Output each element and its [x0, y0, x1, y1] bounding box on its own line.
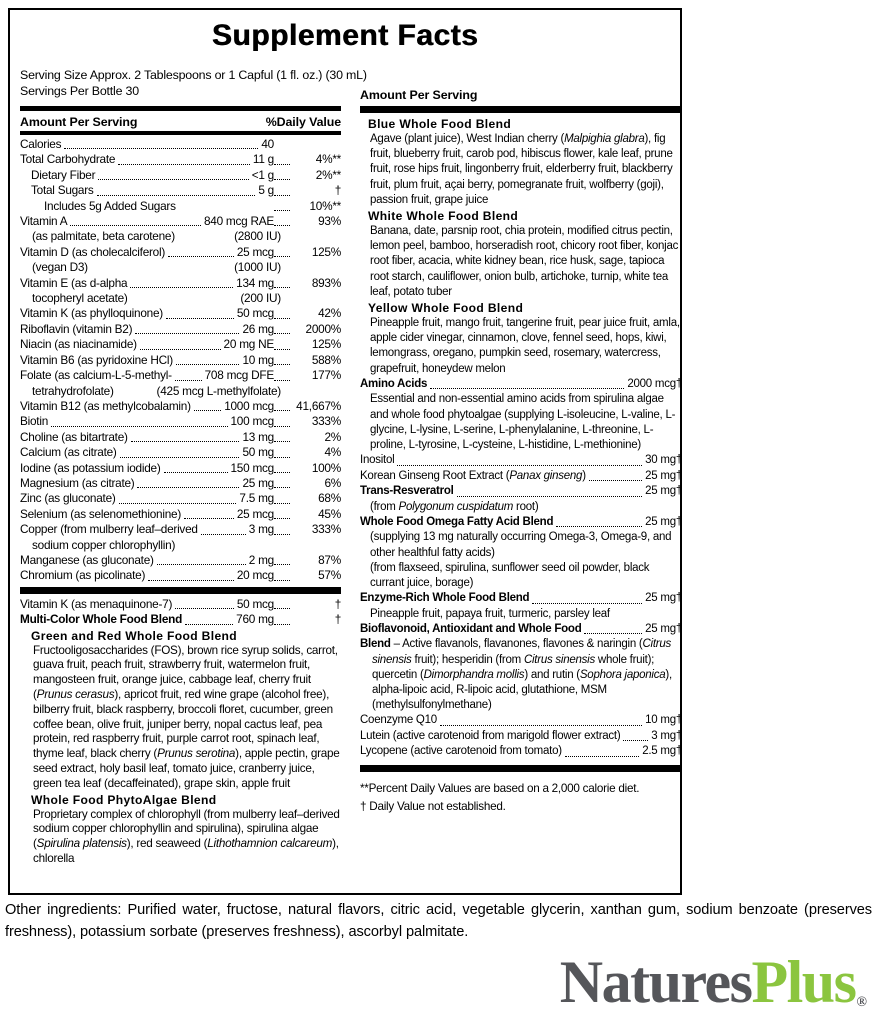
nutrient-daily-value: 125%	[311, 244, 341, 259]
nutrient-daily-value: 333%	[311, 522, 341, 537]
nutrient-row	[20, 137, 341, 152]
nutrient-amount: 50 mcg	[236, 596, 274, 611]
nutrient-row	[360, 453, 682, 469]
leader-dots	[118, 164, 250, 165]
nutrient-name: Dietary Fiber	[31, 167, 96, 182]
left-column	[20, 106, 341, 867]
leader-dots	[397, 465, 642, 466]
nutrient-amount: 25 mg†	[645, 469, 682, 482]
leader-dots	[201, 534, 246, 535]
blend-ingredients: Pineapple fruit, mango fruit, tangerine fruit, pear juice fruit, amla, apple cider vinegar, cinnamon, clove, fennel seed, hops, kiwi, lemongrass, oregano, pumpkin seed, rosemary, watercress, grapefruit, honeydew melon	[370, 317, 680, 375]
brand-logo	[560, 950, 867, 1031]
nutrient-daily-value: 42%	[318, 306, 341, 321]
leader-dots	[556, 526, 642, 527]
nutrient-row	[20, 476, 341, 491]
leader-dots	[274, 225, 290, 226]
leader-dots	[274, 441, 290, 442]
nutrient-row	[20, 337, 341, 352]
nutrient-name: Vitamin B12 (as methylcobalamin)	[20, 398, 191, 413]
nutrient-name: Chromium (as picolinate)	[20, 568, 146, 583]
nutrient-daily-value: 93%	[318, 214, 341, 229]
nutrient-row	[20, 414, 341, 429]
nutrient-name: Selenium (as selenomethionine)	[20, 506, 182, 521]
leader-dots	[584, 633, 642, 634]
leader-dots	[185, 624, 233, 625]
footnote-dagger: † Daily Value not established.	[360, 799, 506, 813]
nutrient-daily-value: 333%	[311, 414, 341, 429]
leader-dots	[274, 624, 290, 625]
leader-dots	[168, 256, 234, 257]
nutrient-row	[360, 622, 682, 638]
nutrient-row	[360, 469, 682, 485]
nutrient-amount: 25 mcg	[236, 244, 274, 259]
nutrient-amount: 20 mg NE	[223, 337, 274, 352]
nutrient-daily-value: 41,667%	[296, 398, 341, 413]
nutrient-daily-value: †	[334, 183, 341, 198]
leader-dots	[166, 318, 234, 319]
nutrient-daily-value: 87%	[318, 552, 341, 567]
leader-dots	[274, 534, 290, 535]
daily-value-label: %Daily Value	[265, 115, 341, 129]
blend-header: Blue Whole Food Blend	[368, 117, 512, 131]
nutrient-row	[20, 353, 341, 368]
nutrient-name: Lycopene (active carotenoid from tomato)	[360, 745, 562, 758]
nutrient-name: Whole Food Omega Fatty Acid Blend	[360, 515, 554, 528]
nutrient-name: Total Sugars	[31, 183, 94, 198]
nutrient-amount: 150 mcg	[230, 460, 274, 475]
nutrient-row	[20, 168, 341, 183]
leader-dots	[274, 210, 290, 211]
nutrient-daily-value: 4%	[324, 445, 341, 460]
nutrient-daily-value: 57%	[318, 568, 341, 583]
nutrient-name: Calories	[20, 137, 62, 151]
logo-natures-text: Natures	[559, 949, 752, 1015]
nutrient-amount: 11 g	[252, 152, 274, 167]
nutrient-amount: 25 mg†	[645, 485, 682, 498]
blend-ingredients: (from flaxseed, spirulina, sunflower seed oil powder, black currant juice, borage)	[370, 561, 650, 589]
nutrient-amount: 10 mg†	[645, 714, 682, 727]
nutrient-daily-value: 125%	[311, 337, 341, 352]
nutrient-name: Vitamin D (as cholecalciferol)	[20, 244, 166, 259]
separator-bar	[360, 106, 682, 113]
nutrient-amount: 3 mg	[248, 522, 274, 537]
leader-dots	[175, 608, 234, 609]
nutrient-row	[20, 507, 341, 522]
nutrient-name: Total Carbohydrate	[20, 152, 116, 167]
nutrient-amount: 25 mg†	[645, 515, 682, 528]
nutrient-row	[20, 276, 341, 291]
nutrient-amount: 100 mcg	[230, 414, 274, 429]
blend-ingredients: Agave (plant juice), West Indian cherry (Malpighia glabra), fig fruit, blueberry fruit, carob pod, hibiscus flower, kale leaf, prune fruit, rose hips fruit, lingonberry fruit, elderberry fruit, blackberry fruit, plum fruit, açai berry, pomegranate fruit, wolfberry (goji), passion fruit, grape juice	[370, 133, 673, 206]
other-ingredients-text: Other ingredients: Purified water, fructose, natural flavors, citric acid, vegetable glycerin, xanthan gum, sodium benzoate (preserves freshness), potassium sorbate (preserves freshness), ascorbyl palmitate.	[5, 902, 872, 940]
leader-dots	[457, 496, 643, 497]
nutrient-subline	[20, 291, 341, 306]
blend-continuation: Blend – Active flavanols, flavanones, flavones & naringin (Citrus sinensis fruit); hesperidin (from Citrus sinensis whole fruit); quercetin (Dimorphandra mollis) and rutin (Sophora japonica), alpha-lipoic acid, R-lipoic acid, glutathione, MSM (methylsulfonylmethane)	[360, 638, 672, 712]
leader-dots	[137, 487, 239, 488]
leader-dots	[274, 564, 290, 565]
nutrient-amount: 30 mg†	[645, 454, 682, 467]
nutrient-row	[360, 591, 682, 607]
nutrient-amount: 50 mg	[242, 445, 274, 460]
blend-ingredients: (supplying 13 mg naturally occurring Omega-3, Omega-9, and other healthful fatty acids)	[370, 531, 672, 559]
nutrient-row	[20, 199, 341, 214]
nutrient-row	[20, 597, 341, 612]
blend-ingredients: (from Polygonum cuspidatum root)	[370, 500, 539, 513]
nutrient-row	[20, 553, 341, 568]
right-column-header: Amount Per Serving	[360, 88, 478, 102]
nutrient-row	[20, 522, 341, 537]
nutrient-amount: 40	[261, 137, 274, 151]
nutrient-amount: 7.5 mg	[239, 491, 274, 506]
leader-dots	[70, 225, 201, 226]
leader-dots	[274, 195, 290, 196]
leader-dots	[532, 603, 642, 604]
leader-dots	[274, 333, 290, 334]
nutrient-name: Vitamin B6 (as pyridoxine HCl)	[20, 352, 173, 367]
blend-ingredients: Banana, date, parsnip root, chia protein, modified citrus pectin, lemon peel, bamboo, horseradish root, chicory root fiber, konjac root fiber, acacia, white kidney bean, rice husk, sage, tapioca root starch, cauliflower, onion bulb, artichoke, turnip, white tea leaf, potato tuber	[370, 225, 679, 298]
leader-dots	[131, 441, 240, 442]
nutrient-name: Lutein (active carotenoid from marigold flower extract)	[360, 729, 621, 742]
nutrient-name: Vitamin E (as d-alpha	[20, 275, 128, 290]
nutrient-name: Iodine (as potassium iodide)	[20, 460, 161, 475]
nutrient-name: Copper (from mulberry leaf–derived	[20, 522, 198, 537]
nutrient-name: Multi-Color Whole Food Blend	[20, 612, 183, 627]
leader-dots	[157, 564, 246, 565]
nutrient-amount: 50 mcg	[236, 306, 274, 321]
nutrient-amount: 13 mg	[242, 429, 274, 444]
nutrient-row	[20, 399, 341, 414]
nutrient-amount: 20 mcg	[236, 568, 274, 583]
nutrient-name: Inositol	[360, 454, 395, 467]
nutrient-daily-value: 68%	[318, 491, 341, 506]
blend-ingredients: Pineapple fruit, papaya fruit, turmeric, parsley leaf	[370, 607, 610, 620]
nutrient-daily-value: 100%	[311, 460, 341, 475]
nutrient-subline	[20, 229, 341, 244]
nutrient-row	[360, 744, 682, 760]
blend-header: Yellow Whole Food Blend	[368, 301, 524, 316]
leader-dots	[140, 349, 221, 350]
nutrient-name: Calcium (as citrate)	[20, 445, 117, 460]
leader-dots	[274, 472, 290, 473]
nutrient-name: Niacin (as niacinamide)	[20, 337, 137, 352]
nutrient-amount: 1000 mcg	[224, 398, 274, 413]
nutrient-name: Folate (as calcium-L-5-methyl-	[20, 368, 172, 383]
leader-dots	[135, 333, 239, 334]
nutrient-daily-value: 893%	[311, 275, 341, 290]
leader-dots	[64, 148, 258, 149]
logo-plus-text: Plus	[751, 949, 856, 1015]
subline-right: (1000 IU)	[234, 260, 281, 275]
nutrient-name: Vitamin K (as phylloquinone)	[20, 306, 163, 321]
nutrient-name: Riboflavin (vitamin B2)	[20, 321, 133, 336]
subline-left: sodium copper chlorophyllin)	[32, 537, 176, 552]
nutrient-amount: 134 mg	[236, 275, 274, 290]
leader-dots	[274, 457, 290, 458]
leader-dots	[274, 179, 290, 180]
nutrient-daily-value: 10%**	[309, 198, 341, 213]
leader-dots	[164, 472, 228, 473]
nutrient-row	[20, 612, 341, 627]
nutrient-row	[20, 430, 341, 445]
leader-dots	[274, 364, 290, 365]
nutrient-row	[20, 214, 341, 229]
nutrient-name: Korean Ginseng Root Extract (Panax ginseng)	[360, 469, 586, 482]
leader-dots	[274, 518, 290, 519]
nutrient-daily-value: 6%	[324, 475, 341, 490]
right-nutrient-rows	[360, 116, 682, 760]
leader-dots	[119, 503, 237, 504]
blend-ingredients: Essential and non-essential amino acids from spirulina algae and whole food phytoalgae (supplying L-isoleucine, L-valine, L-glycine, L-lysine, L-serine, L-phenylalanine, L-threonine, L-proline, L-tyrosine, L-cysteine, L-histidine, L-methionine)	[370, 393, 676, 451]
nutrient-daily-value: †	[334, 612, 341, 627]
subline-left: tetrahydrofolate)	[32, 383, 114, 398]
nutrient-amount: 3 mg†	[651, 729, 682, 742]
separator-bar	[20, 131, 341, 135]
nutrient-amount: 25 mg†	[645, 592, 682, 605]
nutrient-amount: 840 mcg RAE	[203, 214, 274, 229]
nutrient-amount: 2000 mcg†	[627, 377, 682, 390]
leader-dots	[274, 349, 290, 350]
nutrient-name: Choline (as bitartrate)	[20, 429, 128, 444]
separator-bar	[360, 765, 682, 772]
leader-dots	[184, 518, 234, 519]
subline-right: (200 IU)	[240, 291, 281, 306]
nutrient-name: Coenzyme Q10	[360, 714, 437, 727]
nutrient-amount: 10 mg	[242, 352, 274, 367]
blend-ingredients: Proprietary complex of chlorophyll (from mulberry leaf–derived sodium copper chlorophyllin and spirulina), spirulina algae (Spirulina platensis), red seaweed (Lithothamnion calcareum), chlorella	[33, 807, 340, 865]
leader-dots	[274, 380, 290, 381]
nutrient-row	[20, 245, 341, 260]
nutrient-amount: 2 mg	[248, 552, 274, 567]
leader-dots	[130, 287, 233, 288]
nutrient-name: Zinc (as gluconate)	[20, 491, 116, 506]
nutrient-name: Bioflavonoid, Antioxidant and Whole Food	[360, 622, 582, 635]
nutrient-amount: 25 mg†	[645, 622, 682, 635]
nutrient-row	[20, 368, 341, 383]
leader-dots	[274, 164, 290, 165]
nutrient-row	[360, 729, 682, 745]
nutrient-name: Manganese (as gluconate)	[20, 552, 154, 567]
leader-dots	[274, 487, 290, 488]
nutrient-name: Biotin	[20, 414, 49, 429]
blend-header: White Whole Food Blend	[368, 209, 519, 224]
registered-trademark-icon: ®	[856, 995, 867, 1010]
leader-dots	[51, 426, 227, 427]
nutrient-row	[20, 461, 341, 476]
blend-header: Green and Red Whole Food Blend	[31, 628, 238, 643]
leader-dots	[176, 364, 240, 365]
nutrient-name: Vitamin K (as menaquinone-7)	[20, 596, 173, 611]
serving-size-text: Serving Size Approx. 2 Tablespoons or 1 Capful (1 fl. oz.) (30 mL)	[20, 68, 367, 82]
subline-left: (as palmitate, beta carotene)	[32, 229, 175, 244]
blend-header: Whole Food PhytoAlgae Blend	[31, 792, 217, 807]
nutrient-daily-value: 177%	[311, 368, 341, 383]
nutrient-row	[20, 445, 341, 460]
leader-dots	[274, 503, 290, 504]
leader-dots	[97, 195, 256, 196]
leader-dots	[98, 179, 248, 180]
subline-left: tocopheryl acetate)	[32, 291, 128, 306]
leader-dots	[175, 380, 202, 381]
leader-dots	[274, 426, 290, 427]
leader-dots	[194, 410, 221, 411]
nutrient-row	[20, 322, 341, 337]
leader-dots	[274, 256, 290, 257]
nutrient-subline	[20, 260, 341, 275]
nutrient-amount: 26 mg	[242, 321, 274, 336]
nutrient-amount: 25 mg	[242, 475, 274, 490]
nutrient-row	[20, 491, 341, 506]
separator-bar	[20, 587, 341, 594]
leader-dots	[274, 580, 290, 581]
subline-right: (425 mcg L-methylfolate)	[156, 383, 281, 398]
blend-ingredients: Fructooligosaccharides (FOS), brown rice syrup solids, carrot, guava fruit, peach fruit, strawberry fruit, watermelon fruit, mangosteen fruit, orange juice, cabbage leaf, cherry fruit (Prunus cerasus), apricot fruit, red wine grape (alcohol free), bilberry fruit, black raspberry, broccoli floret, cucumber, green coffee bean, olive fruit, juniper berry, nopal cactus leaf, pea protein, red raspberry fruit, purple carrot root, spinach leaf, thyme leaf, black cherry (Prunus serotina), apple pectin, grape seed extract, holy basil leaf, tomato juice, cranberry juice, green tea leaf (decaffeinated), grape skin, apple fruit	[33, 643, 340, 790]
separator-bar	[20, 106, 341, 111]
nutrient-daily-value: †	[334, 596, 341, 611]
nutrient-amount: 760 mg	[236, 612, 274, 627]
nutrient-row	[20, 183, 341, 198]
nutrient-amount: 708 mcg DFE	[204, 368, 274, 383]
nutrient-row	[20, 306, 341, 321]
subline-left: (vegan D3)	[32, 260, 88, 275]
nutrient-amount: 5 g	[258, 183, 274, 198]
amount-per-serving-label: Amount Per Serving	[20, 115, 138, 129]
nutrient-name: Amino Acids	[360, 377, 428, 390]
nutrient-daily-value: 2000%	[305, 321, 341, 336]
subline-right: (2800 IU)	[234, 229, 281, 244]
supplement-facts-panel	[8, 8, 682, 895]
leader-dots	[274, 608, 290, 609]
leader-dots	[120, 457, 240, 458]
leader-dots	[565, 756, 639, 757]
leader-dots	[274, 410, 290, 411]
nutrient-daily-value: 45%	[318, 506, 341, 521]
left-column-header	[20, 112, 341, 130]
servings-per-bottle-text: Servings Per Bottle 30	[20, 84, 139, 98]
leader-dots	[274, 287, 290, 288]
nutrient-daily-value: 2%	[324, 429, 341, 444]
nutrient-row	[360, 377, 682, 393]
nutrient-subline	[20, 538, 341, 553]
nutrient-daily-value: 2%**	[315, 167, 341, 182]
nutrient-daily-value: 588%	[311, 352, 341, 367]
nutrient-row	[20, 152, 341, 167]
leader-dots	[430, 388, 624, 389]
nutrient-name: Vitamin A	[20, 214, 68, 229]
nutrient-row	[360, 484, 682, 500]
nutrient-name: Magnesium (as citrate)	[20, 475, 135, 490]
footnote-daily-values: **Percent Daily Values are based on a 2,000 calorie diet.	[360, 781, 640, 795]
nutrient-daily-value: 4%**	[315, 152, 341, 167]
nutrient-amount: <1 g	[251, 167, 274, 182]
left-nutrient-rows	[20, 137, 341, 867]
right-column	[360, 88, 682, 815]
nutrient-row	[20, 568, 341, 583]
leader-dots	[148, 580, 234, 581]
nutrient-name: Enzyme-Rich Whole Food Blend	[360, 592, 530, 605]
leader-dots	[274, 318, 290, 319]
leader-dots	[589, 480, 642, 481]
leader-dots	[623, 740, 648, 741]
nutrient-name: Trans-Resveratrol	[360, 485, 454, 498]
leader-dots	[440, 725, 642, 726]
nutrient-name: Includes 5g Added Sugars	[44, 198, 176, 213]
nutrient-amount: 2.5 mg†	[642, 745, 682, 758]
nutrient-row	[360, 713, 682, 729]
panel-title: Supplement Facts	[211, 19, 479, 52]
nutrient-subline	[20, 384, 341, 399]
nutrient-row	[360, 515, 682, 531]
nutrient-amount: 25 mcg	[236, 506, 274, 521]
